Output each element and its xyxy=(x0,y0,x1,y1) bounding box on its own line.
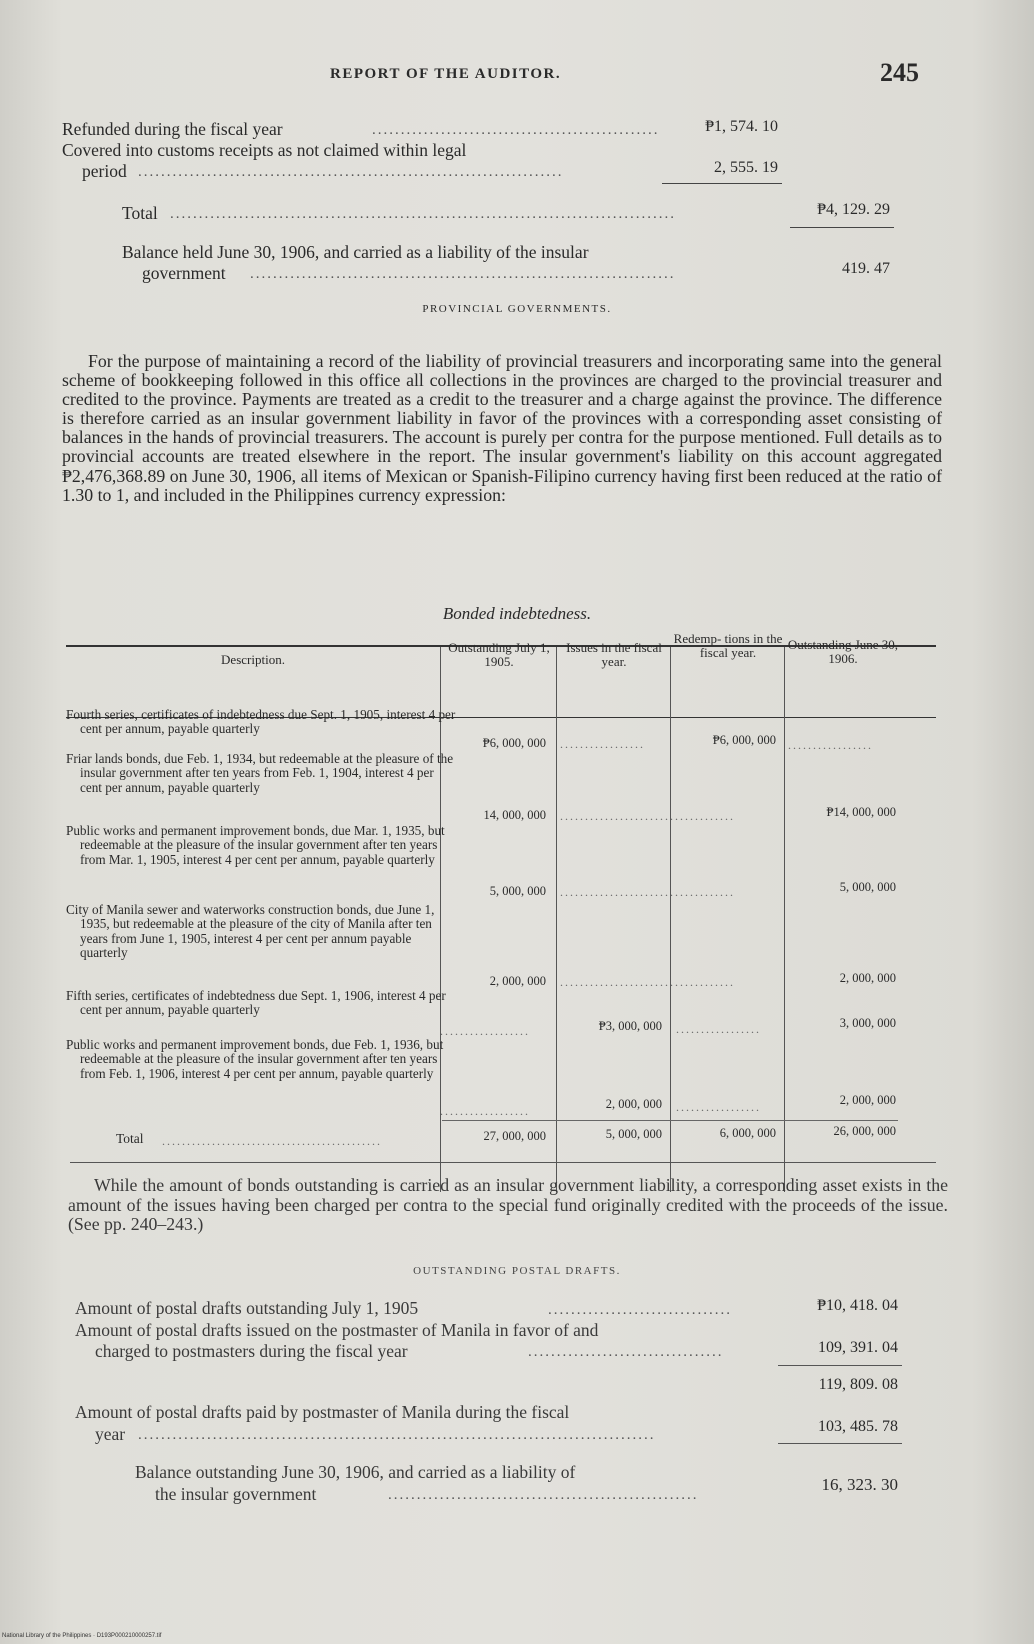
col-header-redemptions: Redemp- tions in the fiscal year. xyxy=(673,631,783,660)
cell-outstanding-1905: 5, 000, 000 xyxy=(489,884,546,898)
table-row xyxy=(66,989,456,1018)
leader-dots: ................................... xyxy=(560,809,735,823)
rule xyxy=(442,1120,898,1121)
col-header-outstanding-1906: Outstanding June 30, 1906. xyxy=(787,637,899,666)
leader-dots: ................................... xyxy=(560,885,735,899)
leader-dots: ................. xyxy=(560,737,645,751)
rule xyxy=(778,1365,902,1366)
scan-footer-text: National Library of the Philippines · D193P000210000257.tif xyxy=(2,1633,162,1639)
leader-dots: .......................................................................... xyxy=(250,266,676,282)
cell-outstanding-1905: 14, 000, 000 xyxy=(483,808,546,822)
row-description: Public works and permanent improvement bonds, due Mar. 1, 1935, but redeemable at the pleasure of the insular government after ten years from Mar. 1, 1905, interest 4 per cent per annum, payable quarterly xyxy=(66,823,445,867)
table-row xyxy=(66,903,456,960)
leader-dots: .......................................................................................... xyxy=(138,1427,656,1443)
col-header-description: Description. xyxy=(221,652,285,667)
table-row xyxy=(66,708,456,737)
covered-label-line1: Covered into customs receipts as not claimed within legal xyxy=(62,140,467,160)
rule xyxy=(778,1443,902,1444)
leader-dots: ........................................................................................ xyxy=(170,206,676,222)
row-description: City of Manila sewer and waterworks construction bonds, due June 1, 1935, but redeemable at the pleasure of the city of Manila after ten years from June 1, 1905, interest 4 per cent per annum payable quarterly xyxy=(66,902,435,960)
cell-redemptions: ₱6, 000, 000 xyxy=(712,733,776,747)
rule xyxy=(790,227,894,228)
total-issues: 5, 000, 000 xyxy=(605,1127,662,1141)
postal-paid-amount: 103, 485. 78 xyxy=(818,1418,898,1435)
section-heading-provincial: PROVINCIAL GOVERNMENTS. xyxy=(422,303,612,315)
total-outstanding-1905: 27, 000, 000 xyxy=(483,1129,546,1143)
leader-dots: ................. xyxy=(788,738,873,752)
section-heading-postal: OUTSTANDING POSTAL DRAFTS. xyxy=(413,1265,621,1277)
table-bottom-rule xyxy=(70,1162,936,1163)
leader-dots: .................................................. xyxy=(372,122,660,138)
postal-issued-label-line2: charged to postmasters during the fiscal year xyxy=(95,1341,408,1361)
postal-issued-label-line1: Amount of postal drafts issued on the postmaster of Manila in favor of and xyxy=(75,1320,599,1340)
balance-amount: 419. 47 xyxy=(842,260,890,277)
refunded-label: Refunded during the fiscal year xyxy=(62,119,283,139)
leader-dots: ...................................................... xyxy=(388,1487,699,1503)
leader-dots: ................. xyxy=(676,1100,761,1114)
total-row-label: Total xyxy=(116,1131,144,1146)
cell-outstanding-1905: ₱6, 000, 000 xyxy=(482,736,546,750)
total-outstanding-1906: 26, 000, 000 xyxy=(833,1124,896,1138)
leader-dots: .................. xyxy=(440,1024,530,1038)
total-redemptions: 6, 000, 000 xyxy=(719,1126,776,1140)
column-divider xyxy=(784,647,785,1192)
column-divider xyxy=(670,647,671,1192)
cell-issues: ₱3, 000, 000 xyxy=(598,1019,662,1033)
leader-dots: ................................... xyxy=(560,975,735,989)
balance-label-line2: government xyxy=(142,263,226,283)
postal-issued-amount: 109, 391. 04 xyxy=(818,1339,898,1356)
balance-label-line1: Balance held June 30, 1906, and carried as a liability of the insular xyxy=(122,242,589,262)
table-caption: Bonded indebtedness. xyxy=(442,604,592,623)
provincial-paragraph: For the purpose of maintaining a record of the liability of provincial treasurers and incorporating same into the general scheme of bookkeeping followed in this office all collections in the provinces are charged to the provincial treasurer and credited to the province. Payments are treated as a credit to the treasurer and a charge against the province. The difference is therefore carried as an insular government liability in favor of the provinces with a corresponding asset consisting of balances in the hands of provincial treasurers. The account is purely per contra for the purpose mentioned. Full details as to provincial accounts are treated elsewhere in the report. The insular government's liability on this account aggregated ₱2,476,368.89 on June 30, 1906, all items of Mexican or Spanish-Filipino currency having first been reduced at the ratio of 1.30 to 1, and included in the Philippines currency expression: xyxy=(62,351,942,505)
row-description: Fifth series, certificates of indebtedness due Sept. 1, 1906, interest 4 per cent per annum, payable quarterly xyxy=(66,988,446,1018)
postal-balance-amount: 16, 323. 30 xyxy=(821,1475,898,1494)
cell-outstanding-1906: 2, 000, 000 xyxy=(839,971,896,985)
leader-dots: ................................ xyxy=(548,1302,732,1318)
postal-paid-label-line1: Amount of postal drafts paid by postmaster of Manila during the fiscal xyxy=(75,1402,570,1422)
postal-outstanding-amount: ₱10, 418. 04 xyxy=(817,1297,898,1314)
leader-dots: ................. xyxy=(676,1022,761,1036)
bonds-note-paragraph: While the amount of bonds outstanding is carried as an insular government liability, a corresponding asset exists in the amount of the issues having been charged per contra to the special fund originally credited with the proceeds of the issue. (See pp. 240–243.) xyxy=(68,1175,948,1234)
refunded-amount: ₱1, 574. 10 xyxy=(705,118,778,135)
cell-issues: 2, 000, 000 xyxy=(605,1097,662,1111)
table-row xyxy=(66,752,456,795)
row-description: Friar lands bonds, due Feb. 1, 1934, but redeemable at the pleasure of the insular government after ten years from Feb. 1, 1904, interest 4 per cent per annum, payable quarterly xyxy=(66,751,454,795)
postal-balance-label-line1: Balance outstanding June 30, 1906, and carried as a liability of xyxy=(135,1462,576,1482)
leader-dots: .................................. xyxy=(528,1344,724,1360)
cell-outstanding-1906: 5, 000, 000 xyxy=(839,880,896,894)
covered-amount: 2, 555. 19 xyxy=(714,159,778,176)
total-label: Total xyxy=(122,203,158,223)
table-row xyxy=(66,1038,456,1081)
cell-outstanding-1906: ₱14, 000, 000 xyxy=(826,805,896,819)
col-header-issues: Issues in the fiscal year. xyxy=(566,640,662,669)
cell-outstanding-1905: 2, 000, 000 xyxy=(489,974,546,988)
covered-label-line2: period xyxy=(82,161,127,181)
postal-outstanding-label: Amount of postal drafts outstanding July 1, 1905 xyxy=(75,1298,419,1318)
postal-subtotal: 119, 809. 08 xyxy=(818,1376,898,1393)
running-header: REPORT OF THE AUDITOR. xyxy=(330,66,562,82)
leader-dots: .................. xyxy=(440,1104,530,1118)
leader-dots: ............................................ xyxy=(162,1134,382,1148)
cell-outstanding-1906: 3, 000, 000 xyxy=(839,1016,896,1030)
column-divider xyxy=(556,647,557,1192)
col-header-outstanding-1905: Outstanding July 1, 1905. xyxy=(448,640,550,669)
table-row xyxy=(66,824,456,867)
total-amount: ₱4, 129. 29 xyxy=(817,201,890,218)
cell-outstanding-1906: 2, 000, 000 xyxy=(839,1093,896,1107)
postal-balance-label-line2: the insular government xyxy=(155,1484,317,1504)
page-number: 245 xyxy=(880,58,919,87)
row-description: Public works and permanent improvement bonds, due Feb. 1, 1936, but redeemable at the pleasure of the insular government after ten years from Feb. 1, 1906, interest 4 per cent per annum, payable quarterly xyxy=(66,1037,444,1081)
postal-paid-label-line2: year xyxy=(95,1424,126,1444)
row-description: Fourth series, certificates of indebtedness due Sept. 1, 1905, interest 4 per cent per annum, payable quarterly xyxy=(66,707,456,737)
leader-dots: .......................................................................... xyxy=(138,164,564,180)
rule xyxy=(662,183,782,184)
